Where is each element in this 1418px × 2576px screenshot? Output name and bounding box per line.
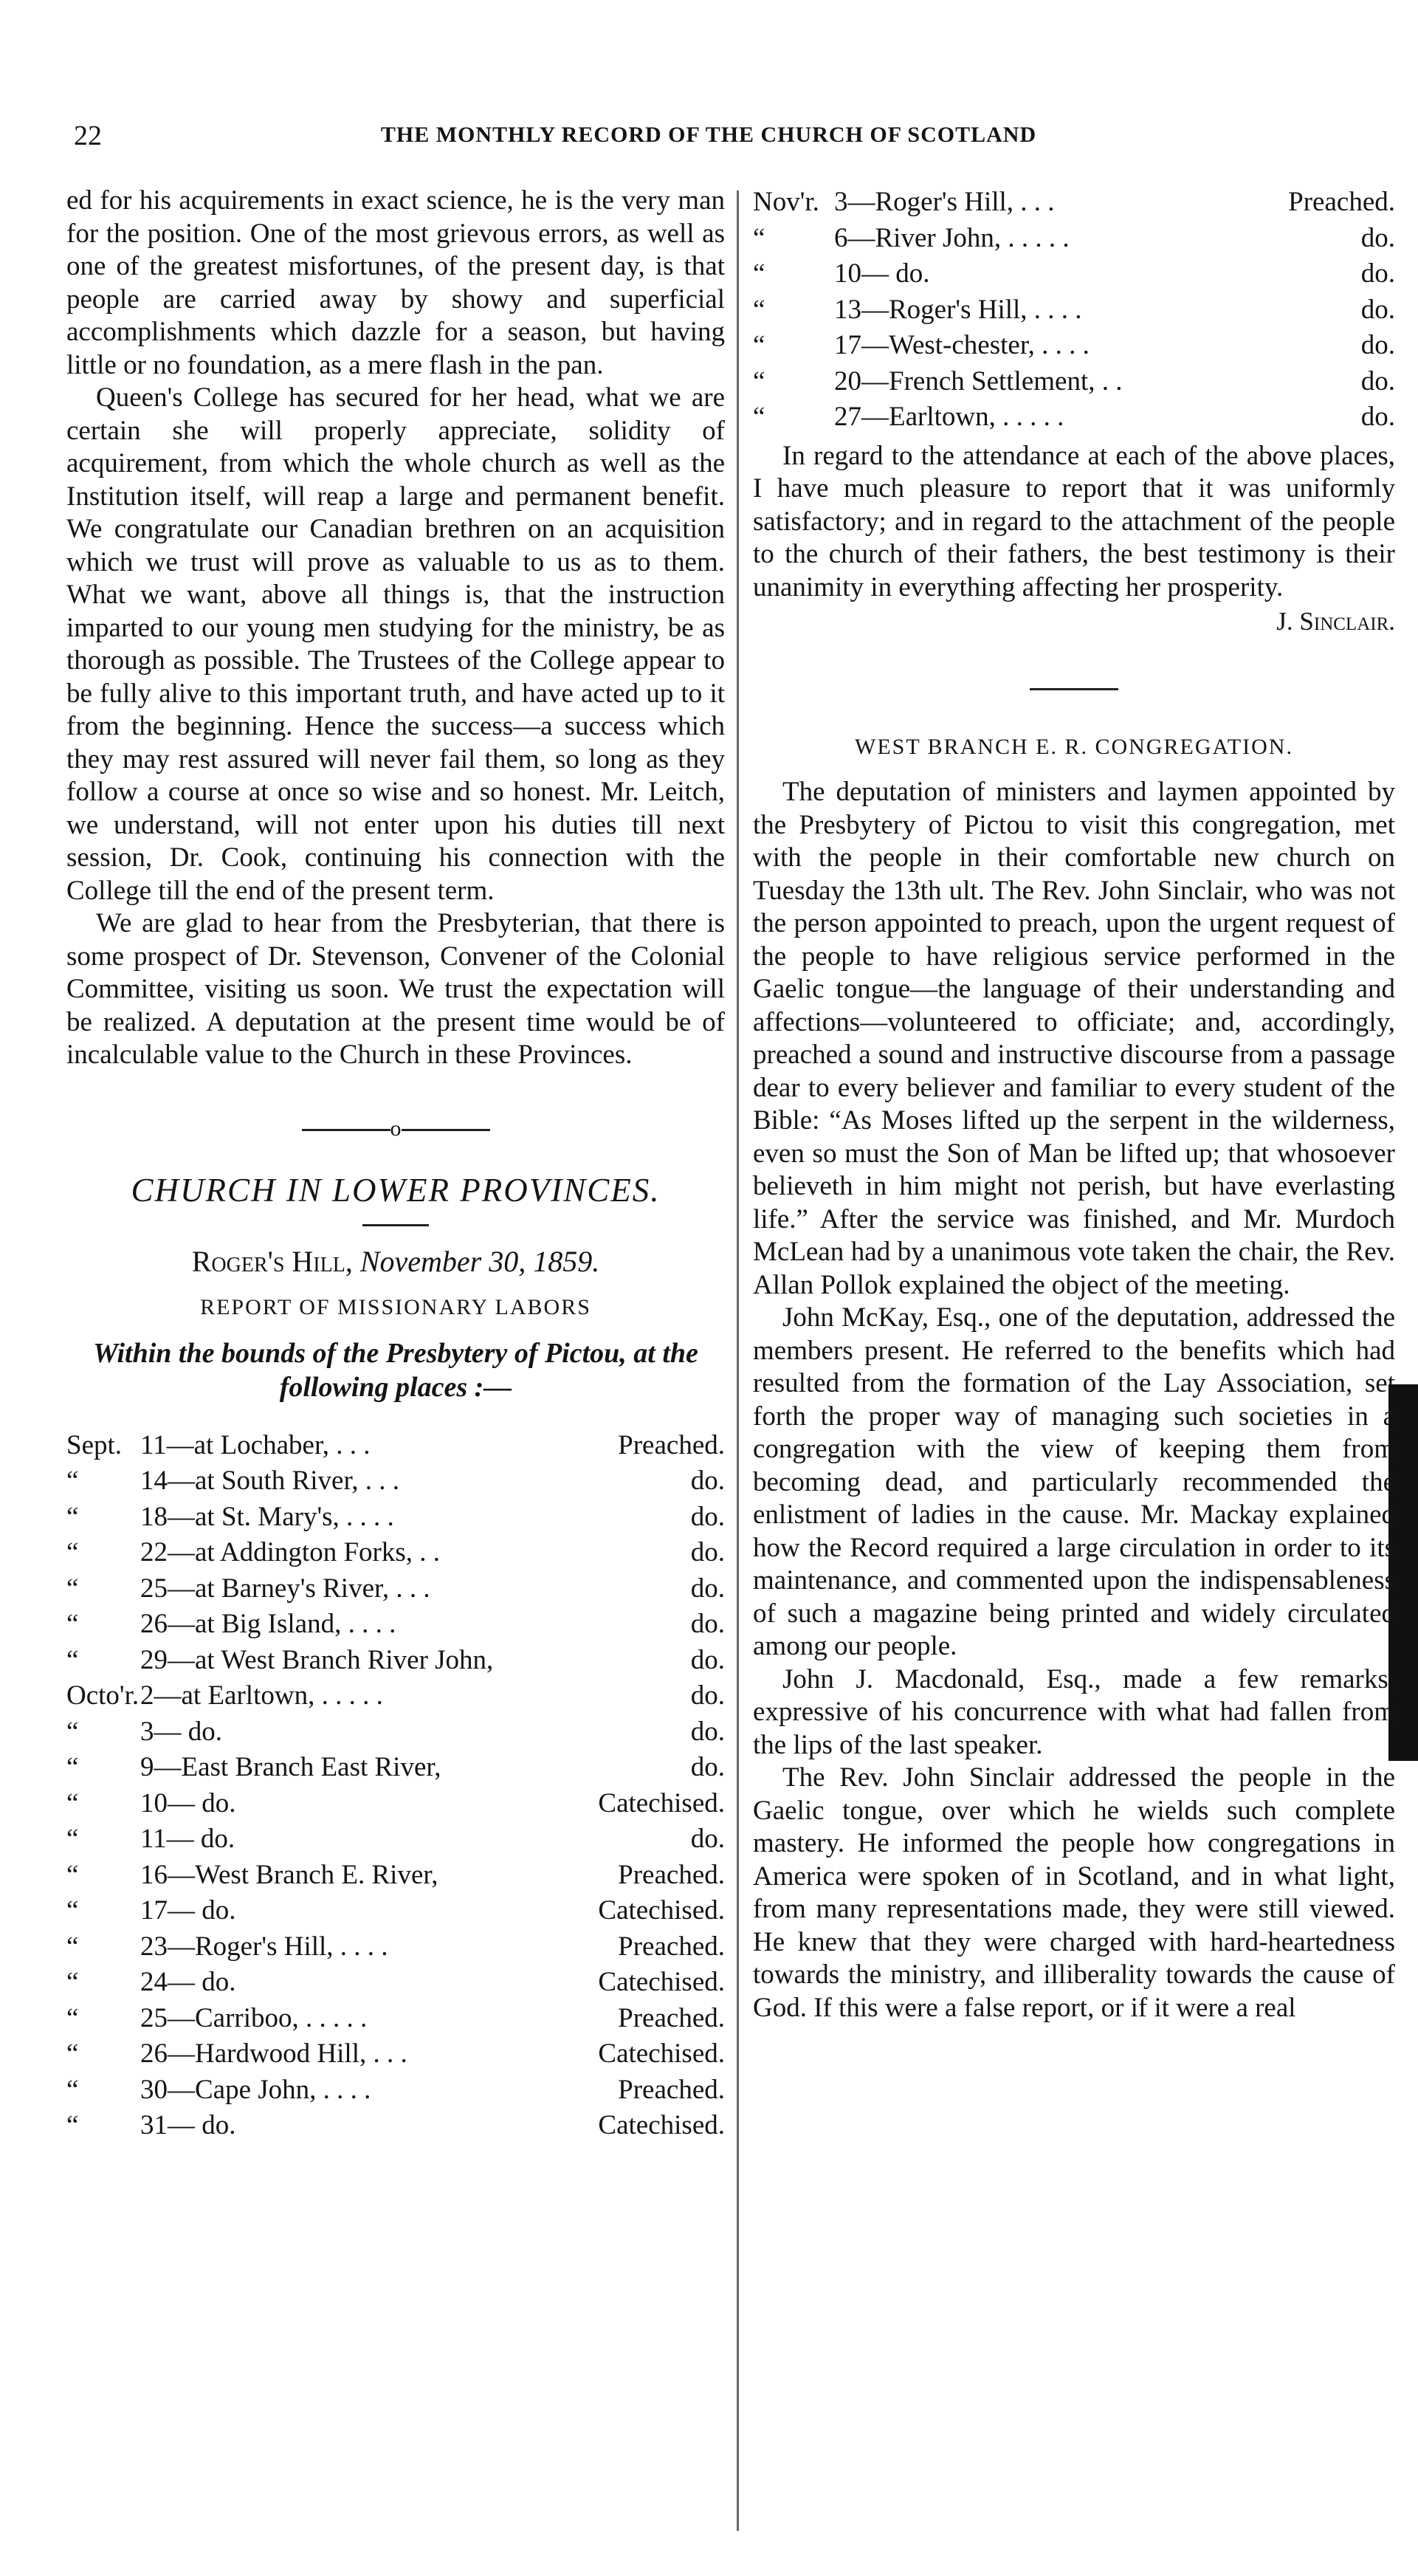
schedule-month: “ xyxy=(66,1501,79,1532)
paragraph: John J. Macdonald, Esq., made a few remarks, expressive of his concurrence with what had fallen from the lips of the last speaker. xyxy=(753,1663,1395,1760)
schedule-status: do. xyxy=(1360,294,1395,325)
schedule-month: “ xyxy=(753,365,765,396)
schedule-status: Catechised. xyxy=(598,1967,725,1997)
schedule-status: do. xyxy=(1360,222,1395,253)
dateline-date: November 30, 1859. xyxy=(359,1244,600,1278)
dateline-place: Roger's Hill, xyxy=(191,1244,353,1278)
schedule-entry: 3— do. xyxy=(140,1716,222,1747)
schedule-entry: 22—at Addington Forks, . . xyxy=(140,1537,440,1567)
schedule-month: Sept. xyxy=(66,1429,123,1460)
schedule-entry: 30—Cape John, . . . . xyxy=(140,2074,371,2105)
closing-paragraph: In regard to the attendance at each of the above places, I have much pleasure to report that it was uniformly satisfactory; and in regard to the attachment of the people to the church of their fathers, the best testimony is their unanimity in everything affecting her prosperity. xyxy=(753,440,1395,602)
column-divider xyxy=(737,190,739,2531)
schedule-row xyxy=(66,2036,725,2072)
paragraph: Queen's College has secured for her head, what we are certain she will properly appreciate, solidity of acquirement, from which the whole church as well as the Institution itself, will reap a large and permanent benefit. We congratulate our Canadian brethren on an acquisition which we trust will prove as valuable to us as to them. What we want, above all things is, that the instruction imparted to our young men studying for the ministry, be as thorough as possible. The Trustees of the College appear to be fully alive to this important truth, and have acted up to it from the beginning. Hence the success—a success which they may rest assured will never fail them, so long as they follow a course at once so wise and so honest. Mr. Leitch, we understand, will not enter upon his duties till next session, Dr. Cook, continuing his connection with the College till the end of the present term. xyxy=(66,382,725,906)
schedule-status: do. xyxy=(690,1501,725,1532)
schedule-row xyxy=(66,1463,725,1500)
schedule-entry: 27—Earltown, . . . . . xyxy=(834,402,1064,432)
schedule-row xyxy=(753,364,1395,400)
schedule-status: do. xyxy=(690,1752,725,1782)
schedule-entry: 29—at West Branch River John, xyxy=(140,1644,494,1675)
schedule-row xyxy=(753,185,1395,221)
schedule-month: “ xyxy=(753,222,765,253)
schedule-entry: 10— do. xyxy=(140,1787,236,1818)
schedule-status: Catechised. xyxy=(598,1895,725,1926)
schedule-status: do. xyxy=(1360,330,1395,360)
section-heading: CHURCH IN LOWER PROVINCES. xyxy=(131,1171,661,1209)
schedule-status: do. xyxy=(690,1609,725,1639)
schedule-entry: 2—at Earltown, . . . . . xyxy=(140,1680,383,1711)
report-heading: REPORT OF MISSIONARY LABORS xyxy=(200,1294,591,1319)
schedule-row xyxy=(66,2072,725,2109)
schedule-month: “ xyxy=(66,1895,79,1926)
schedule-status: do. xyxy=(690,1716,725,1747)
schedule-row xyxy=(66,1965,725,2001)
schedule-entry: 25—Carriboo, . . . . . xyxy=(140,2002,368,2033)
schedule-month: Nov'r. xyxy=(753,187,819,217)
schedule-entry: 6—River John, . . . . . xyxy=(834,222,1070,253)
schedule-entry: 11— do. xyxy=(140,1824,235,1854)
paragraph: John McKay, Esq., one of the deputation, addressed the members present. He referred to the benefits which had resulted from the formation of the Lay Association, set forth the proper way of managing such societies in a congregation with the view of keeping them from becoming dead, and particularly recommended the enlistment of ladies in the cause. Mr. Mackay explained how the Record required a large circulation in order to its maintenance, and commented upon the indispensableness of such a magazine being printed and widely circulated among our people. xyxy=(753,1302,1395,1661)
schedule-month: “ xyxy=(753,402,765,432)
schedule-row xyxy=(66,1643,725,1679)
schedule-entry: 24— do. xyxy=(140,1967,236,1997)
schedule-row xyxy=(66,1821,725,1858)
schedule-month: “ xyxy=(66,1931,79,1962)
schedule-entry: 11—at Lochaber, . . . xyxy=(140,1429,371,1460)
schedule-row xyxy=(66,1607,725,1643)
schedule-status: do. xyxy=(690,1537,725,1567)
page-number: 22 xyxy=(74,120,102,151)
schedule-month: “ xyxy=(66,1716,79,1747)
schedule-status: Preached. xyxy=(618,1859,725,1890)
schedule-status: Catechised. xyxy=(598,2039,725,2069)
schedule-row xyxy=(66,1678,725,1714)
schedule-month: “ xyxy=(66,1752,79,1782)
schedule-entry: 13—Roger's Hill, . . . . xyxy=(834,294,1082,325)
schedule-row xyxy=(66,1786,725,1822)
schedule-status: Preached. xyxy=(618,2002,725,2033)
schedule-month: “ xyxy=(66,1859,79,1890)
schedule-row xyxy=(66,1750,725,1786)
schedule-row xyxy=(753,292,1395,329)
schedule-month: “ xyxy=(66,2074,79,2105)
schedule-month: “ xyxy=(66,1537,79,1567)
schedule-status: Catechised. xyxy=(598,1787,725,1818)
schedule-row xyxy=(753,221,1395,257)
schedule-entry: 16—West Branch E. River, xyxy=(140,1859,438,1890)
section-ornament xyxy=(66,1116,725,1141)
schedule-row xyxy=(66,1858,725,1894)
paragraph: The Rev. John Sinclair addressed the people in the Gaelic tongue, over which he wields such complete mastery. He informed the people how congregations in America were spoken of in Scotland, and in what light, from many representations made, they were still viewed. He knew that they were charged with hard-heartedness towards the ministry, and illiberality towards the cause of God. If this were a false report, or if it were a real xyxy=(753,1762,1395,2023)
schedule-row xyxy=(66,1929,725,1965)
paragraph: ed for his acquirements in exact science, he is the very man for the position. One of the most grievous errors, as well as one of the greatest misfortunes, of the present day, is that people are carried away by showy and superficial accomplishments which dazzle for a season, but having little or no foundation, as a mere flash in the pan. xyxy=(66,185,725,380)
schedule-status: do. xyxy=(1360,365,1395,396)
paragraph: The deputation of ministers and laymen appointed by the Presbytery of Pictou to visit this congregation, met with the people in their comfortable new church on Tuesday the 13th ult. The Rev. John Sinclair, who was not the person appointed to preach, upon the urgent request of the people to have religious service performed in the Gaelic tongue—the language of their understanding and affections—volunteered to officiate; and, accordingly, preached a sound and instructive discourse from a passage dear to every believer and familiar to every student of the Bible: “As Moses lifted up the serpent in the wilderness, even so must the Son of Man be lifted up; that whosoever believeth in him might not perish, but have everlasting life.” After the service was finished, and Mr. Murdoch McLean had by a unanimous vote taken the chair, the Rev. Allan Pollok explained the object of the meeting. xyxy=(753,777,1395,1300)
ornament-glyph: o xyxy=(390,1116,402,1141)
schedule-entry: 20—French Settlement, . . xyxy=(834,365,1123,396)
schedule-entry: 23—Roger's Hill, . . . . xyxy=(140,1931,388,1962)
schedule-row xyxy=(66,1714,725,1751)
schedule-entry: 10— do. xyxy=(834,258,930,289)
schedule-month: “ xyxy=(66,2039,79,2069)
schedule-row xyxy=(66,1571,725,1607)
schedule-month: “ xyxy=(66,1824,79,1854)
schedule-entry: 26—Hardwood Hill, . . . xyxy=(140,2039,407,2069)
schedule-row xyxy=(66,2001,725,2037)
schedule-month: “ xyxy=(66,2110,79,2140)
schedule-month: “ xyxy=(753,294,765,325)
schedule-right xyxy=(753,185,1395,436)
schedule-month: “ xyxy=(66,1466,79,1496)
schedule-row xyxy=(753,399,1395,436)
schedule-entry: 17— do. xyxy=(140,1895,236,1926)
schedule-row xyxy=(66,1535,725,1571)
schedule-left xyxy=(66,1428,725,2144)
schedule-status: do. xyxy=(1360,258,1395,289)
schedule-status: Preached. xyxy=(618,2074,725,2105)
schedule-status: Preached. xyxy=(618,1931,725,1962)
schedule-status: do. xyxy=(690,1644,725,1675)
bounds-line: Within the bounds of the Presbytery of Pictou, at the following places :— xyxy=(93,1337,698,1403)
schedule-month: “ xyxy=(66,1609,79,1639)
schedule-status: do. xyxy=(690,1573,725,1604)
schedule-row xyxy=(66,1500,725,1536)
schedule-month: “ xyxy=(753,258,765,289)
schedule-entry: 31— do. xyxy=(140,2110,236,2140)
left-column xyxy=(66,185,725,2144)
schedule-status: Catechised. xyxy=(598,2110,725,2140)
schedule-entry: 17—West-chester, . . . . xyxy=(834,330,1090,360)
schedule-entry: 9—East Branch East River, xyxy=(140,1752,441,1782)
signature: J. Sinclair. xyxy=(1276,607,1395,636)
schedule-entry: 25—at Barney's River, . . . xyxy=(140,1573,430,1604)
section-rule xyxy=(1030,688,1118,690)
dateline xyxy=(66,1244,725,1279)
schedule-status: Preached. xyxy=(1288,187,1395,217)
schedule-month: “ xyxy=(66,1967,79,1997)
schedule-status: do. xyxy=(1360,402,1395,432)
schedule-month: “ xyxy=(66,1644,79,1675)
schedule-status: do. xyxy=(690,1680,725,1711)
heading-rule xyxy=(362,1224,429,1226)
schedule-status: do. xyxy=(690,1824,725,1854)
schedule-status: Preached. xyxy=(618,1429,725,1460)
page-header xyxy=(74,120,1343,164)
schedule-month: “ xyxy=(66,2002,79,2033)
schedule-row xyxy=(753,256,1395,292)
schedule-entry: 26—at Big Island, . . . . xyxy=(140,1609,396,1639)
right-column xyxy=(753,185,1395,2024)
running-title: THE MONTHLY RECORD OF THE CHURCH OF SCOTLAND xyxy=(380,123,1037,147)
schedule-month: Octo'r. xyxy=(66,1680,140,1711)
schedule-row xyxy=(753,328,1395,364)
schedule-status: do. xyxy=(690,1466,725,1496)
schedule-entry: 18—at St. Mary's, . . . . xyxy=(140,1501,394,1532)
schedule-entry: 3—Roger's Hill, . . . xyxy=(834,187,1055,217)
sub-heading: WEST BRANCH E. R. CONGREGATION. xyxy=(855,735,1293,759)
paragraph: We are glad to hear from the Presbyterian, that there is some prospect of Dr. Stevenson, Convener of the Colonial Committee, visiting us soon. We trust the expectation will be realized. A deputation at the present time would be of incalculable value to the Church in these Provinces. xyxy=(66,908,725,1070)
schedule-row xyxy=(66,1893,725,1929)
schedule-row xyxy=(66,2108,725,2144)
schedule-row xyxy=(66,1428,725,1464)
schedule-month: “ xyxy=(66,1787,79,1818)
schedule-month: “ xyxy=(753,330,765,360)
schedule-entry: 14—at South River, . . . xyxy=(140,1466,400,1496)
schedule-month: “ xyxy=(66,1573,79,1604)
